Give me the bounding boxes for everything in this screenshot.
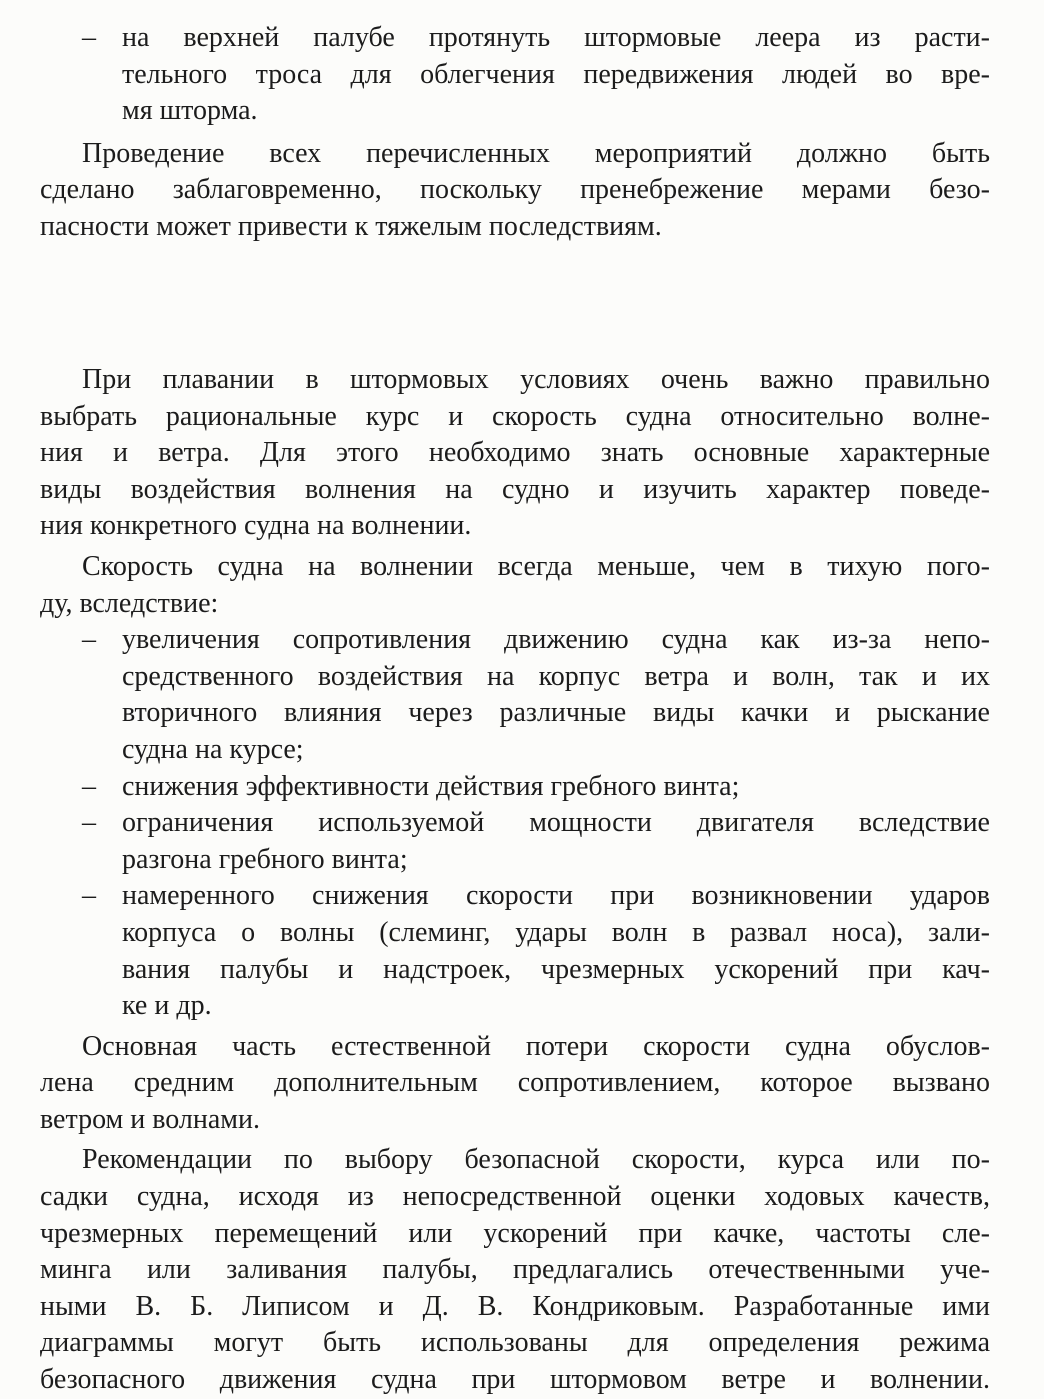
text-line: ке и др. bbox=[122, 990, 212, 1022]
text-line: лена средним дополнительным сопротивлением, которое вызвано bbox=[40, 1067, 990, 1099]
paragraph bbox=[40, 136, 990, 246]
text-line: ными В. Б. Липисом и Д. В. Кондриковым. Разработанные ими bbox=[40, 1290, 990, 1322]
main-section bbox=[40, 362, 990, 1399]
text-line: снижения эффективности действия гребного винта; bbox=[122, 770, 740, 802]
text-line: намеренного снижения скорости при возникновении ударов bbox=[122, 880, 990, 912]
list-item bbox=[40, 878, 990, 1024]
text-line: средственного воздействия на корпус ветра и волн, так и их bbox=[122, 660, 990, 692]
text-line: Рекомендации по выбору безопасной скорости, курса или по- bbox=[82, 1144, 990, 1176]
text-line: При плавании в штормовых условиях очень важно правильно bbox=[82, 364, 990, 395]
text-line: чрезмерных перемещений или ускорений при качке, частоты сле- bbox=[40, 1217, 990, 1249]
text-line: садки судна, исходя из непосредственной оценки ходовых качеств, bbox=[40, 1181, 990, 1213]
list-item bbox=[40, 769, 990, 806]
list-dash: – bbox=[82, 770, 96, 802]
list-item bbox=[40, 622, 990, 768]
text-line: выбрать рациональные курс и скорость судна относительно волне- bbox=[40, 400, 990, 432]
text-line: виды воздействия волнения на судно и изучить характер поведе- bbox=[40, 473, 990, 505]
text-line: Проведение всех перечисленных мероприятий должно быть bbox=[82, 137, 990, 169]
paragraph bbox=[40, 1029, 990, 1139]
text-line: ду, вследствие: bbox=[40, 587, 219, 619]
text-line: минга или заливания палубы, предлагались отечественными уче- bbox=[40, 1254, 990, 1286]
text-line: диаграммы могут быть использованы для определения режима bbox=[40, 1327, 990, 1359]
text-line: ветром и волнами. bbox=[40, 1103, 260, 1135]
list-dash: – bbox=[82, 624, 96, 656]
text-line: сделано заблаговременно, поскольку пренебрежение мерами безо- bbox=[40, 174, 990, 206]
text-line: ния и ветра. Для этого необходимо знать основные характерные bbox=[40, 437, 990, 469]
text-line: ограничения используемой мощности двигателя вследствие bbox=[122, 807, 990, 839]
paragraph bbox=[40, 549, 990, 622]
text-line: пасности может привести к тяжелым последствиям. bbox=[40, 210, 662, 242]
text-line: на верхней палубе протянуть штормовые леера из расти- bbox=[122, 22, 990, 53]
text-line: Скорость судна на волнении всегда меньше, чем в тихую пого- bbox=[82, 550, 990, 582]
list-dash: – bbox=[82, 22, 96, 53]
text-line: ния конкретного судна на волнении. bbox=[40, 510, 472, 542]
list-dash: – bbox=[82, 807, 96, 839]
top-section bbox=[40, 20, 990, 246]
paragraph bbox=[40, 1142, 990, 1398]
text-line: мя шторма. bbox=[122, 95, 258, 127]
text-line: вания палубы и надстроек, чрезмерных ускорений при кач- bbox=[122, 953, 990, 985]
text-line: Основная часть естественной потери скорости судна обуслов- bbox=[82, 1030, 990, 1062]
text-line: безопасного движения судна при штормовом ветре и волнении. bbox=[40, 1364, 990, 1396]
list-item bbox=[40, 805, 990, 878]
text-line: тельного троса для облегчения передвижения людей во вре- bbox=[122, 58, 990, 90]
text-line: корпуса о волны (слеминг, удары волн в развал носа), зали- bbox=[122, 916, 990, 948]
text-line: вторичного влияния через различные виды качки и рыскание bbox=[122, 697, 990, 729]
paragraph bbox=[40, 362, 990, 545]
text-line: увеличения сопротивления движению судна как из-за непо- bbox=[122, 624, 990, 656]
text-line: судна на курсе; bbox=[122, 733, 304, 765]
list-item bbox=[40, 20, 990, 130]
list-dash: – bbox=[82, 880, 96, 912]
text-line: разгона гребного винта; bbox=[122, 843, 408, 875]
